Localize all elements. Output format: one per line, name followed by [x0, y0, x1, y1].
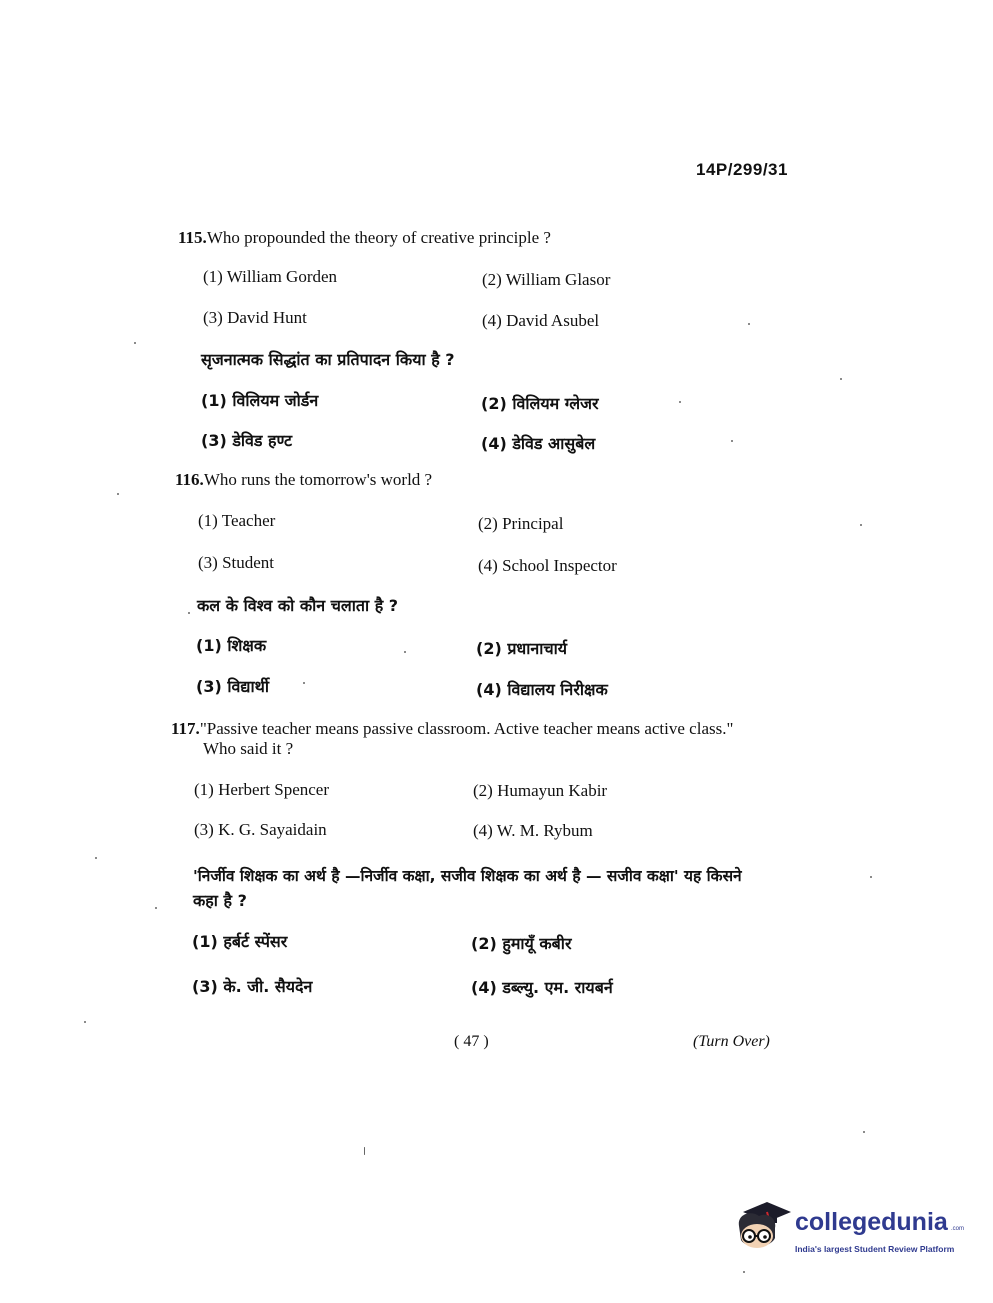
scan-speck: [870, 876, 872, 878]
q115-option-4-en: (4) David Asubel: [482, 311, 600, 330]
scan-speck: [840, 378, 842, 380]
q116-option-4-en: (4) School Inspector: [478, 556, 617, 575]
q117-option-1-en: (1) Herbert Spencer: [194, 780, 329, 799]
brand-tagline: India's largest Student Review Platform: [795, 1244, 955, 1254]
scan-speck: [155, 907, 157, 909]
question-117-text-hi: 'निर्जीव शिक्षक का अर्थ है —निर्जीव कक्षा, सजीव शिक्षक का अर्थ है — सजीव कक्षा' यह किसने: [193, 867, 742, 885]
scan-speck: [679, 401, 681, 403]
q116-option-2-en: (2) Principal: [478, 514, 564, 533]
scan-speck: [117, 493, 119, 495]
q117-option-3-en: (3) K. G. Sayaidain: [194, 820, 327, 839]
q115-option-2-hi: (2) विलियम ग्लेजर: [481, 394, 599, 413]
q115-option-3-hi: (3) डेविड हण्ट: [201, 431, 293, 450]
scan-speck: [743, 1271, 745, 1273]
question-text-en: "Passive teacher means passive classroom. Active teacher means active class.": [199, 719, 734, 738]
question-116-text-hi: कल के विश्व को कौन चलाता है ?: [197, 596, 399, 615]
question-115-text: [178, 228, 551, 248]
q116-option-1-en: (1) Teacher: [198, 511, 276, 530]
q117-option-4-en: (4) W. M. Rybum: [473, 821, 593, 840]
turn-over-label: (Turn Over): [693, 1033, 770, 1050]
q115-option-1-hi: (1) विलियम जोर्डन: [201, 391, 319, 410]
scan-speck: [863, 1131, 865, 1133]
question-115-text-hi: सृजनात्मक सिद्धांत का प्रतिपादन किया है ?: [201, 350, 455, 369]
brand-name: collegedunia: [795, 1208, 948, 1236]
scan-speck: [84, 1021, 86, 1023]
q117-option-1-hi: (1) हर्बर्ट स्पेंसर: [192, 932, 288, 951]
q117-option-3-hi: (3) के. जी. सैयदेन: [192, 977, 313, 996]
q116-option-2-hi: (2) प्रधानाचार्य: [476, 639, 568, 658]
question-text-en: Who propounded the theory of creative principle ?: [206, 228, 551, 247]
q117-option-2-hi: (2) हुमायूँ कबीर: [471, 934, 572, 953]
q117-option-4-hi: (4) डब्ल्यु. एम. रायबर्न: [471, 978, 613, 997]
question-number: 117.: [171, 719, 200, 738]
q116-option-3-en: (3) Student: [198, 553, 275, 572]
brand-dotcom: .com: [951, 1226, 965, 1232]
mascot-icon: [733, 1196, 793, 1258]
scan-speck: [364, 1147, 365, 1155]
scan-speck: [860, 524, 862, 526]
question-number: 116.: [175, 470, 204, 489]
scan-speck: [95, 857, 97, 859]
question-116-text: [175, 470, 432, 490]
q116-option-3-hi: (3) विद्यार्थी: [196, 677, 269, 696]
q116-option-1-hi: (1) शिक्षक: [196, 636, 267, 655]
question-number: 115.: [178, 228, 207, 247]
q115-option-2-en: (2) William Glasor: [482, 270, 611, 289]
scan-speck: [731, 440, 733, 442]
q115-option-4-hi: (4) डेविड आसुबेल: [481, 434, 596, 453]
question-117-text: [171, 719, 733, 739]
scan-speck: [188, 612, 190, 614]
question-117-text-hi-line2: कहा है ?: [193, 891, 247, 910]
scan-speck: [303, 682, 305, 684]
q115-option-1-en: (1) William Gorden: [203, 267, 338, 286]
question-text-en: Who runs the tomorrow's world ?: [203, 470, 433, 489]
scan-speck: [404, 651, 406, 653]
page-number: ( 47 ): [454, 1033, 489, 1050]
collegedunia-watermark: [733, 1196, 965, 1260]
paper-code: 14P/299/31: [696, 160, 788, 179]
scan-speck: [134, 342, 136, 344]
question-117-text-line2: Who said it ?: [203, 739, 294, 758]
q117-option-2-en: (2) Humayun Kabir: [473, 781, 608, 800]
q116-option-4-hi: (4) विद्यालय निरीक्षक: [476, 680, 608, 699]
scan-speck: [748, 323, 750, 325]
q115-option-3-en: (3) David Hunt: [203, 308, 307, 327]
